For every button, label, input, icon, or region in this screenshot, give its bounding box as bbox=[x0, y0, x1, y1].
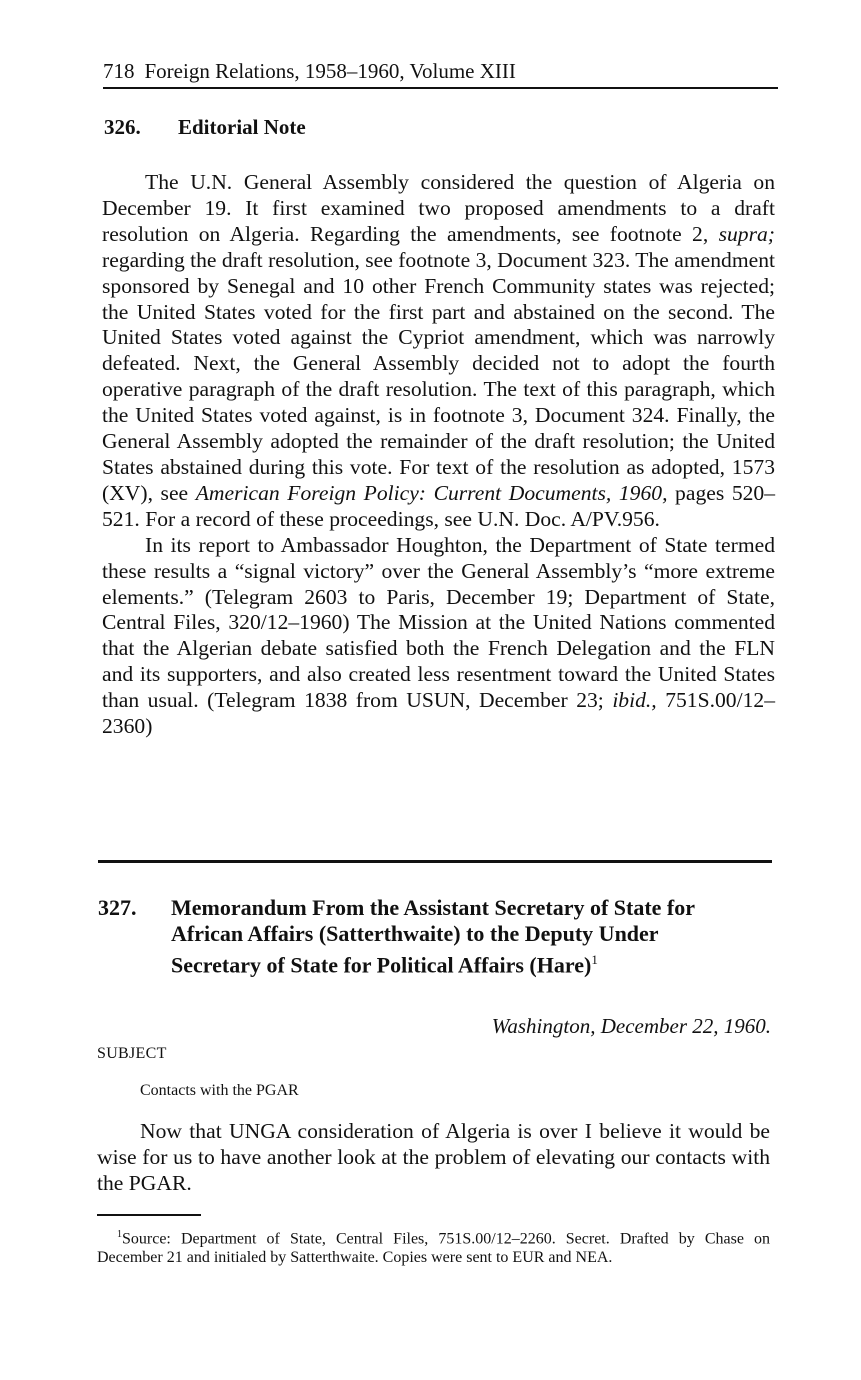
doc-326-paragraph-2: In its report to Ambassador Houghton, the Department of State termed these results a “signal victory” over the General Assembly’s “more extreme elements.” (Telegram 2603 to Paris, December 19; Department of State, Central Files, 320/12–1960) The Mission at the United Nations commented that the Algerian debate satisfied both the French Delegation and the FLN and its supporters, and also created less resentment toward the United States than usual. (Telegram 1838 from USUN, December 23; ibid., 751S.00/12–2360) bbox=[102, 532, 775, 739]
footnote-text: Source: Department of State, Central Files, 751S.00/12–2260. Secret. Drafted by Chase on December 21 and initialed by Satterthwaite. Copies were sent to EUR and NEA. bbox=[97, 1230, 770, 1267]
doc-327-title: Memorandum From the Assistant Secretary of State for African Affairs (Satterthwaite) to the Deputy Under Secretary of State for Political Affairs (Hare)$^1$ bbox=[171, 895, 695, 978]
subject-label: SUBJECT bbox=[97, 1045, 167, 1062]
footnote-ref: 1 bbox=[591, 952, 598, 967]
subject-text: Contacts with the PGAR bbox=[140, 1082, 299, 1099]
footnote-marker: 1 bbox=[117, 1229, 122, 1240]
doc-326-heading bbox=[104, 114, 306, 140]
doc-326-number: 326. bbox=[104, 115, 141, 139]
volume-title: Foreign Relations, 1958–1960, Volume XIII bbox=[144, 59, 516, 83]
doc-327-paragraph: Now that UNGA consideration of Algeria is over I believe it would be wise for us to have another look at the problem of elevating our contacts with the PGAR. bbox=[97, 1119, 770, 1195]
doc-326-body bbox=[102, 170, 775, 740]
doc-326-paragraph-1: The U.N. General Assembly considered the question of Algeria on December 19. It first examined two proposed amendments to a draft resolution on Algeria. Regarding the amendments, see footnote 2, supra; regarding the draft resolution, see footnote 3, Document 323. The amendment sponsored by Senegal and 10 other French Community states was rejected; the United States voted for the first part and abstained on the second. The United States voted against the Cypriot amendment, which was narrowly defeated. Next, the General Assembly decided not to adopt the fourth operative paragraph of the draft resolution. The text of this paragraph, which the United States voted against, is in footnote 3, Document 324. Finally, the General Assembly adopted the remainder of the draft resolution; the United States abstained during this vote. For text of the resolution as adopted, 1573 (XV), see American Foreign Policy: Current Documents, 1960, pages 520–521. For a record of these proceedings, see U.N. Doc. A/PV.956. bbox=[102, 170, 776, 531]
footnote-rule bbox=[97, 1214, 201, 1216]
doc-327-body bbox=[97, 1119, 770, 1197]
footnote bbox=[97, 1225, 770, 1267]
doc-327-number: 327. bbox=[98, 895, 137, 920]
doc-327-heading bbox=[98, 895, 778, 978]
doc-326-title: Editorial Note bbox=[178, 115, 306, 139]
page-number: 718 bbox=[103, 59, 135, 83]
dateline: Washington, December 22, 1960. bbox=[491, 1014, 771, 1038]
running-head bbox=[103, 58, 778, 89]
section-divider bbox=[98, 860, 772, 863]
